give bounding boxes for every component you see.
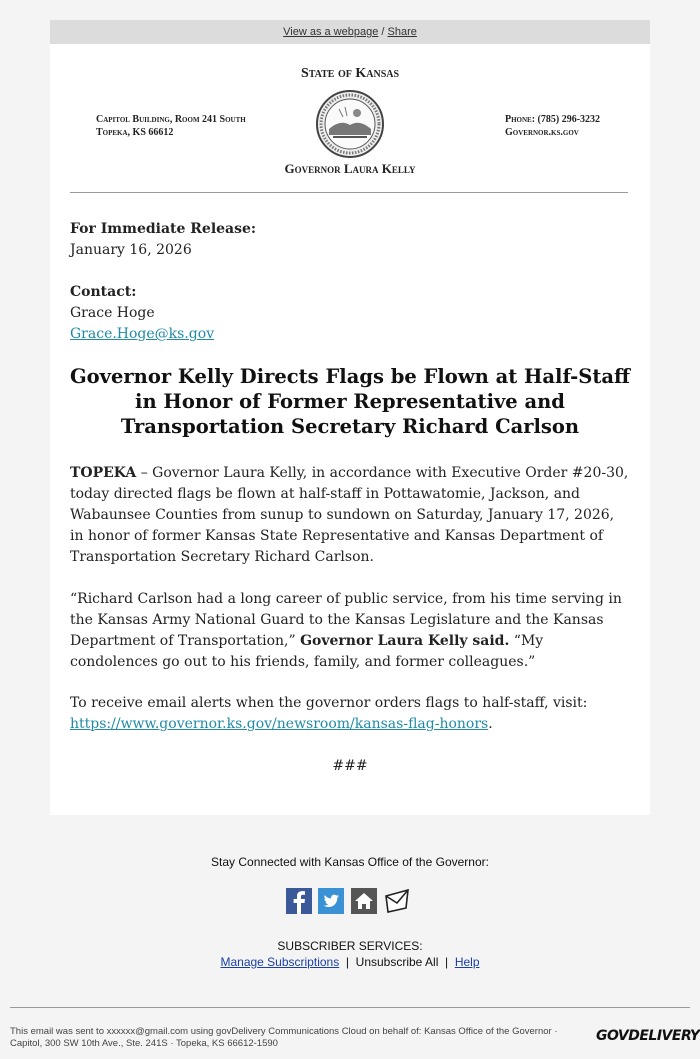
letterhead-contact [505, 113, 600, 139]
subscriber-services-title: SUBSCRIBER SERVICES: [277, 939, 423, 953]
share-link[interactable]: Share [387, 26, 417, 38]
help-link[interactable]: Help [454, 955, 480, 969]
contact-name: Grace Hoge [70, 305, 155, 321]
twitter-icon[interactable] [318, 888, 344, 914]
contact-email-link[interactable]: Grace.Hoge@ks.gov [70, 326, 215, 342]
footer-divider [10, 1007, 690, 1008]
kansas-seal-icon [315, 89, 385, 159]
letterhead-governor: Governor Laura Kelly [284, 161, 416, 176]
headline: Governor Kelly Directs Flags be Flown at Half-Staff in Honor of Former Representative and Transportation Secretary Richard Carlson [70, 365, 630, 438]
release-date: January 16, 2026 [70, 242, 192, 258]
period: . [488, 716, 493, 732]
contact-block [70, 282, 630, 345]
contact-label: Contact: [70, 284, 137, 300]
manage-subscriptions-link[interactable]: Manage Subscriptions [220, 955, 340, 969]
divider [70, 192, 628, 193]
paragraph-1 [70, 463, 630, 568]
quote-part-2: “My condolences go out to his friends, family, and former colleagues.” [70, 633, 544, 670]
letterhead-state: State of Kansas [300, 66, 400, 81]
website: Governor.ks.gov [505, 127, 579, 138]
speaker: Governor Laura Kelly said. [300, 633, 510, 649]
paragraph-1-text: – Governor Laura Kelly, in accordance with Executive Order #20-30, today directed flags be flown at half-staff in Pottawatomie, Jackson, and Wabaunsee Counties from sunup to sundown on Saturday, January 17, 2026, in honor of former Kansas State Representative and Kansas Department of Transportation Secretary Richard Carlson. [70, 465, 629, 565]
letterhead-address [96, 113, 246, 139]
top-bar [50, 20, 650, 44]
stay-connected: Stay Connected with Kansas Office of the Governor: [211, 855, 489, 869]
paragraph-2 [70, 589, 630, 673]
email-icon[interactable] [384, 888, 410, 914]
release-label: For Immediate Release: [70, 221, 257, 237]
facebook-icon[interactable] [286, 888, 312, 914]
govdelivery-logo: GOVDELIVERY [596, 1028, 700, 1044]
address-line-2: Topeka, KS 66612 [96, 127, 174, 138]
dateline: TOPEKA [70, 465, 137, 481]
release-block [70, 219, 630, 261]
address-line-1: Capitol Building, Room 241 South [96, 114, 246, 125]
phone-number: Phone: (785) 296-3232 [505, 114, 601, 125]
view-webpage-link[interactable]: View as a webpage [283, 26, 379, 38]
end-mark: ### [332, 758, 368, 774]
home-icon[interactable] [351, 888, 377, 914]
topbar-separator: / [381, 26, 385, 38]
alerts-text: To receive email alerts when the governor orders flags to half-staff, visit: [70, 695, 588, 711]
flag-honors-link[interactable]: https://www.governor.ks.gov/newsroom/kansas-flag-honors [70, 716, 489, 732]
subscriber-services: SUBSCRIBER SERVICES: Manage Subscriptions | Unsubscribe All | Help [0, 938, 700, 970]
quote-part-1: “Richard Carlson had a long career of public service, from his time serving in the Kansas Army National Guard to the Kansas Legislature and the Kansas Department of Transportation,” [70, 591, 622, 649]
unsubscribe-all-link[interactable]: Unsubscribe All [355, 955, 439, 969]
fine-print: This email was sent to xxxxxx@gmail.com using govDelivery Communications Cloud on behalf of: Kansas Office of the Governor · Capitol, 300 SW 10th Ave., Ste. 241S · Topeka, KS 66612-1590 [10, 1026, 558, 1049]
paragraph-3 [70, 693, 630, 735]
email-card [50, 44, 650, 815]
